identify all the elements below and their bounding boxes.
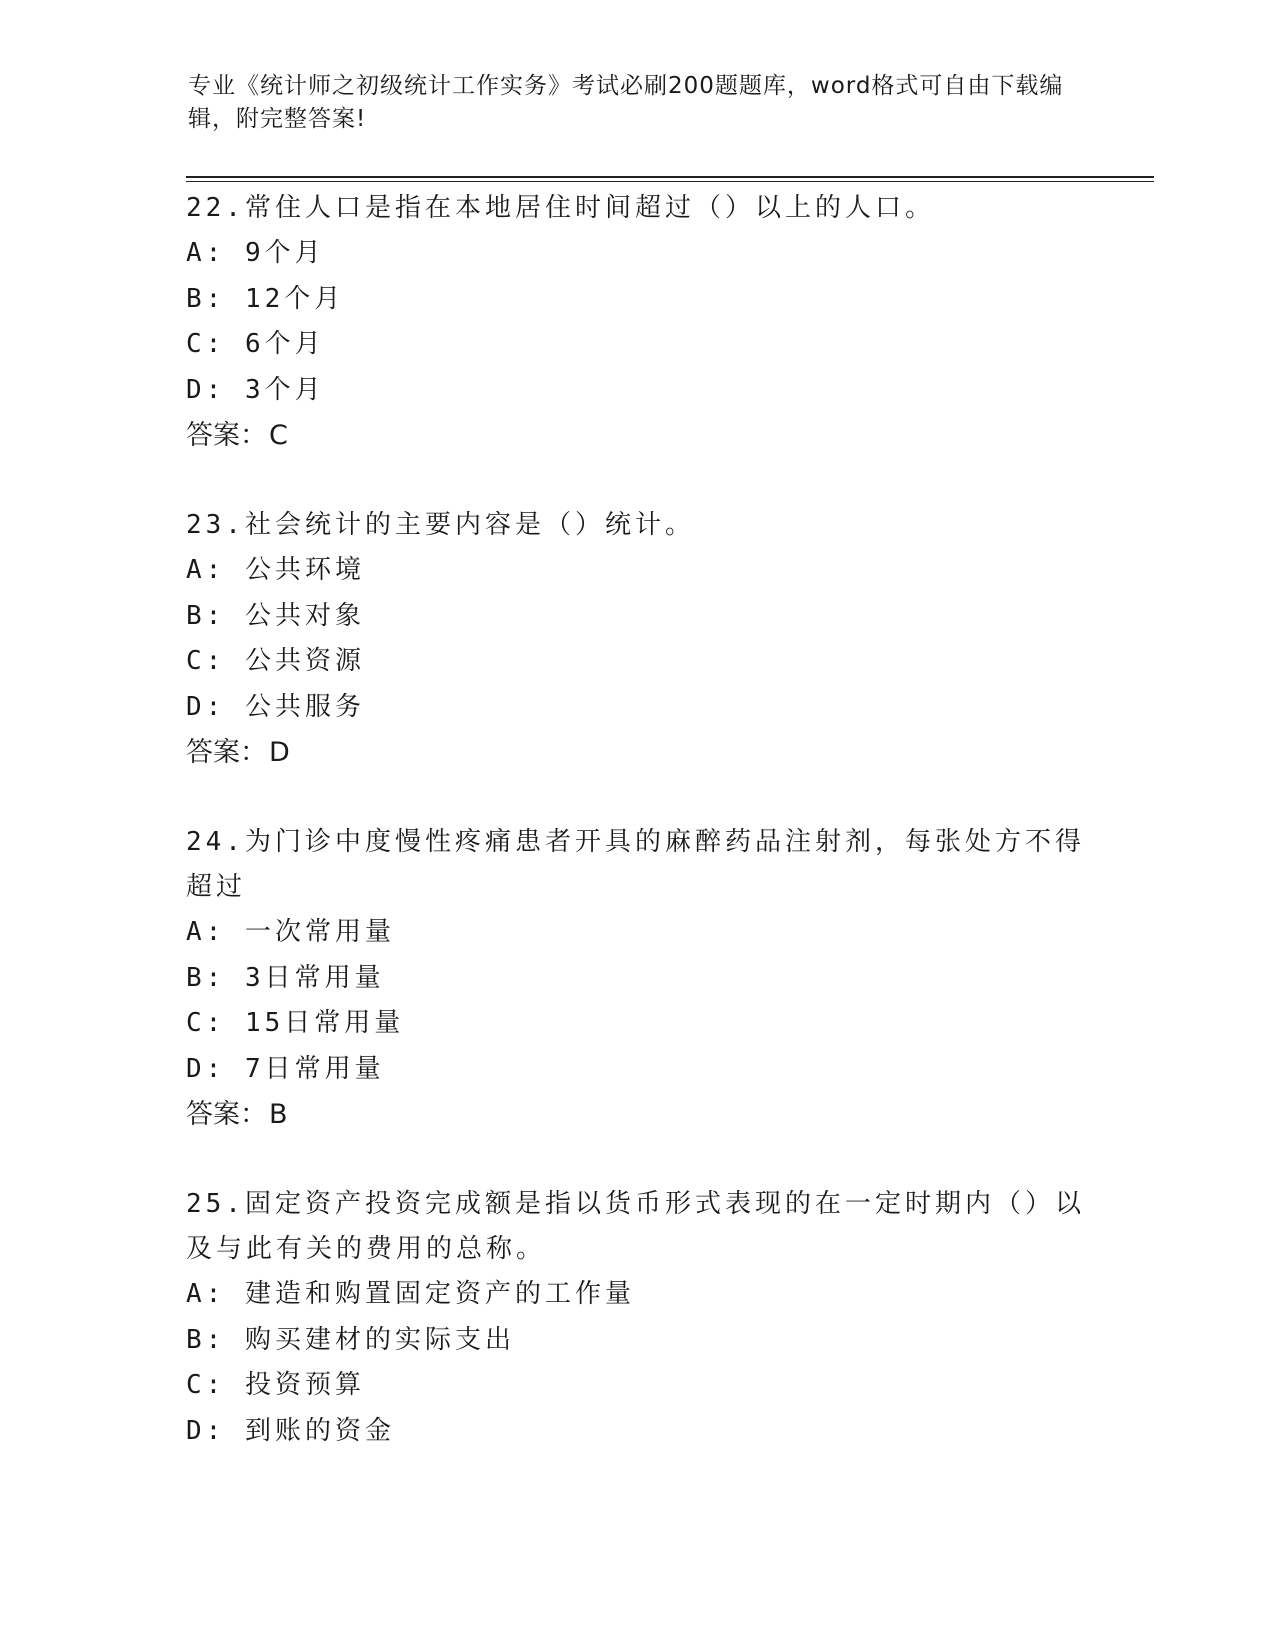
answer-line <box>186 413 1086 458</box>
option-c: C: 公共资源 <box>186 646 365 676</box>
question-stem: 22.常住人口是指在本地居住时间超过（）以上的人口。 <box>186 193 935 223</box>
option-a: A: 公共环境 <box>186 555 365 585</box>
option-b: B: 购买建材的实际支出 <box>186 1324 515 1355</box>
option-d: D: 到账的资金 <box>186 1415 395 1446</box>
option-a: A: 一次常用量 <box>186 917 395 947</box>
header-divider <box>186 176 1154 178</box>
option-b: B: 3日常用量 <box>186 962 385 993</box>
header-divider-thin <box>186 181 1154 182</box>
option-c: C: 投资预算 <box>186 1370 365 1400</box>
question-stem: 23.社会统计的主要内容是（）统计。 <box>186 510 695 540</box>
question-stem: 24.为门诊中度慢性疼痛患者开具的麻醉药品注射剂，每张处方不得超过 <box>186 827 1085 902</box>
answer-line <box>186 1092 1086 1137</box>
answer-label: 答案： <box>186 420 267 451</box>
answer-label: 答案： <box>186 737 267 768</box>
option-d: D: 3个月 <box>186 374 325 405</box>
answer-value: C <box>269 420 288 451</box>
answer-value: B <box>269 1099 288 1130</box>
option-b: B: 公共对象 <box>186 600 365 631</box>
option-d: D: 公共服务 <box>186 691 365 722</box>
question-22 <box>186 186 1086 458</box>
option-c: C: 15日常用量 <box>186 1008 405 1038</box>
question-stem: 25.固定资产投资完成额是指以货币形式表现的在一定时期内（）以及与此有关的费用的总称。 <box>186 1189 1085 1264</box>
answer-line <box>186 730 1086 775</box>
option-a: A: 9个月 <box>186 238 325 268</box>
document-header: 专业《统计师之初级统计工作实务》考试必刷200题题库，word格式可自由下载编辑，附完整答案! <box>188 73 1064 132</box>
option-a: A: 建造和购置固定资产的工作量 <box>186 1279 635 1309</box>
answer-label: 答案： <box>186 1099 267 1130</box>
question-23 <box>186 503 1086 775</box>
question-24 <box>186 820 1086 1137</box>
question-25 <box>186 1182 1086 1454</box>
option-d: D: 7日常用量 <box>186 1053 385 1084</box>
answer-value: D <box>269 737 290 768</box>
option-b: B: 12个月 <box>186 283 345 314</box>
option-c: C: 6个月 <box>186 329 325 359</box>
